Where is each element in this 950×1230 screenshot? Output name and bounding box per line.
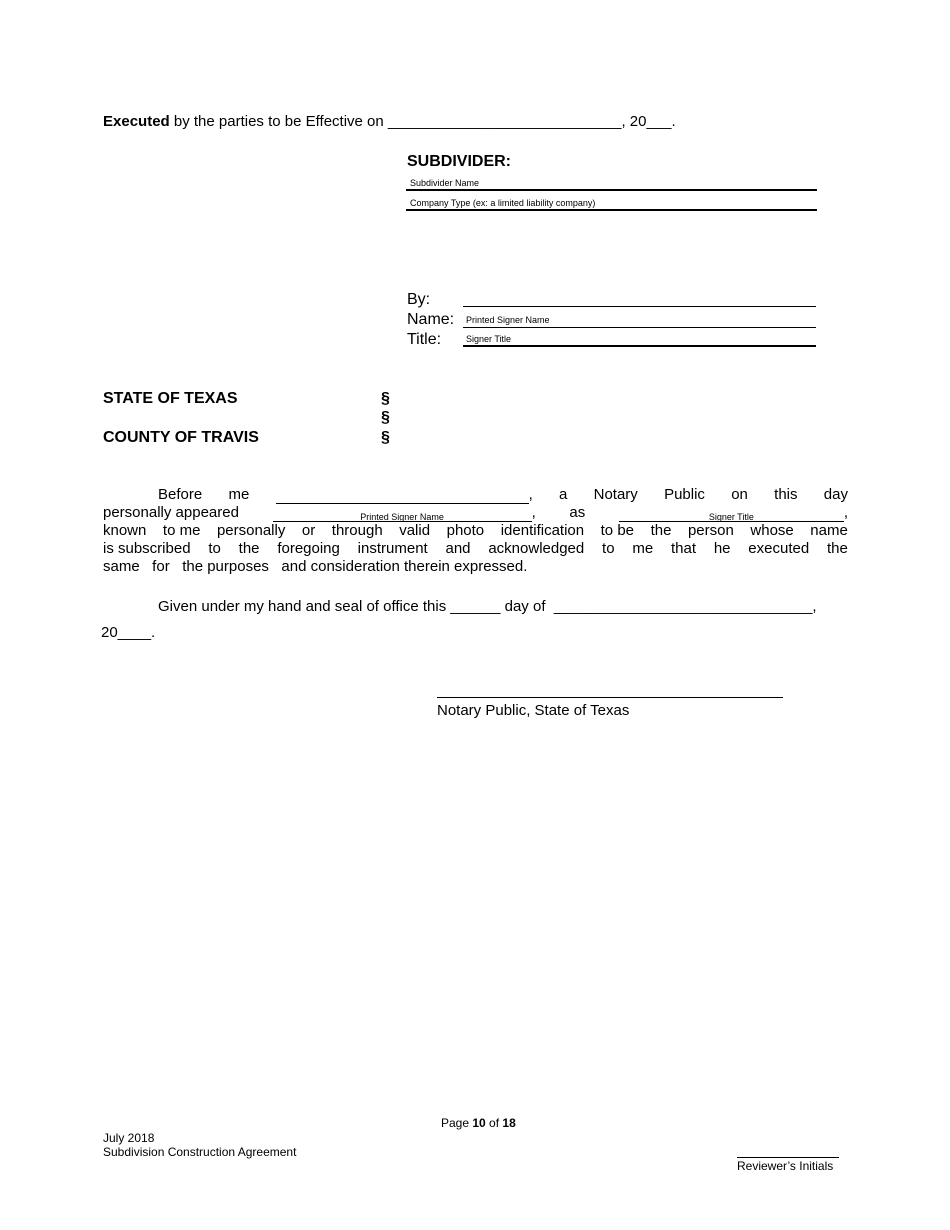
notary-signature-line[interactable] bbox=[437, 697, 783, 698]
reviewer-initials-line[interactable] bbox=[737, 1157, 839, 1158]
given-year: 20____. bbox=[101, 624, 156, 641]
ack-word: person bbox=[687, 522, 734, 539]
ack-text: personally appeared bbox=[103, 504, 239, 521]
printed-name-line[interactable] bbox=[463, 327, 816, 328]
given-under-hand: Given under my hand and seal of office this ______ day of _______________________________, bbox=[158, 598, 817, 615]
title-label: Title: bbox=[407, 331, 442, 348]
footer-doc-title: Subdivision Construction Agreement bbox=[103, 1145, 297, 1159]
appeared-title-blank[interactable] bbox=[619, 508, 844, 522]
section-mark-1: § bbox=[381, 390, 390, 407]
appeared-name-blank[interactable] bbox=[273, 508, 532, 522]
notary-public-label: Notary Public, State of Texas bbox=[437, 702, 630, 719]
ack-word: the bbox=[650, 522, 672, 539]
ack-word: that bbox=[670, 540, 697, 557]
ack-word: me bbox=[228, 486, 250, 503]
ack-word: , bbox=[531, 504, 536, 521]
ack-word: , bbox=[843, 504, 848, 521]
company-type-caption: Company Type (ex: a limited liability company) bbox=[410, 198, 596, 208]
ack-line-5 bbox=[103, 558, 848, 576]
ack-word: Public bbox=[664, 486, 705, 503]
execution-line bbox=[103, 113, 676, 130]
ack-word: or bbox=[301, 522, 316, 539]
subdivider-heading: SUBDIVIDER: bbox=[407, 153, 512, 170]
page-prefix: Page bbox=[441, 1116, 473, 1130]
ack-word: acknowledged bbox=[488, 540, 585, 557]
county-of-travis: COUNTY OF TRAVIS bbox=[103, 429, 259, 446]
ack-word: instrument bbox=[357, 540, 428, 557]
page-of: of bbox=[485, 1116, 503, 1130]
ack-word: a bbox=[559, 486, 568, 503]
printed-signer-name-caption: Printed Signer Name bbox=[360, 512, 444, 522]
name-label: Name: bbox=[407, 311, 455, 328]
execution-text: by the parties to be Effective on ____________________________, 20___. bbox=[169, 113, 676, 130]
subdivider-name-line[interactable] bbox=[406, 189, 817, 191]
ack-word: this bbox=[774, 486, 798, 503]
ack-line-1 bbox=[103, 486, 848, 504]
ack-word: the bbox=[826, 540, 848, 557]
ack-word: Notary bbox=[593, 486, 638, 503]
ack-line-2 bbox=[103, 504, 848, 522]
ack-word: as bbox=[569, 504, 586, 521]
company-type-line[interactable] bbox=[406, 209, 817, 211]
by-label: By: bbox=[407, 291, 431, 308]
ack-word: to bbox=[208, 540, 221, 557]
ack-word: to be bbox=[600, 522, 635, 539]
printed-signer-name-caption: Printed Signer Name bbox=[466, 315, 550, 325]
page-current: 10 bbox=[472, 1116, 486, 1130]
signer-title-line[interactable] bbox=[463, 345, 816, 347]
ack-word: on bbox=[731, 486, 748, 503]
notary-name-field bbox=[276, 486, 533, 504]
ack-word: through bbox=[331, 522, 383, 539]
ack-word: Before bbox=[158, 486, 203, 503]
ack-text: same for the purposes and consideration therein expressed. bbox=[103, 558, 528, 575]
ack-word: is subscribed bbox=[103, 540, 191, 557]
reviewer-initials-label: Reviewer’s Initials bbox=[737, 1159, 834, 1173]
notary-name-blank[interactable] bbox=[276, 490, 529, 504]
ack-word: and bbox=[445, 540, 471, 557]
ack-line-4 bbox=[103, 540, 848, 558]
ack-word: valid bbox=[399, 522, 431, 539]
footer-date: July 2018 bbox=[103, 1131, 155, 1145]
signer-title-caption: Signer Title bbox=[466, 334, 512, 344]
executed-lead: Executed bbox=[103, 113, 170, 130]
ack-word: foregoing bbox=[277, 540, 340, 557]
ack-word: the bbox=[238, 540, 260, 557]
ack-word: , bbox=[528, 486, 533, 503]
ack-word: day bbox=[823, 486, 848, 503]
by-signature-line[interactable] bbox=[463, 306, 816, 307]
ack-word: photo bbox=[446, 522, 485, 539]
acknowledgment-paragraph bbox=[103, 486, 848, 576]
ack-word: me bbox=[632, 540, 654, 557]
state-of-texas: STATE OF TEXAS bbox=[103, 390, 238, 407]
page-number bbox=[441, 1116, 516, 1130]
ack-word: whose bbox=[750, 522, 794, 539]
page-total: 18 bbox=[502, 1116, 516, 1130]
ack-word: to bbox=[602, 540, 615, 557]
ack-word: to me bbox=[162, 522, 201, 539]
ack-word: name bbox=[810, 522, 848, 539]
section-mark-2: § bbox=[381, 409, 390, 426]
signer-title-caption: Signer Title bbox=[708, 512, 754, 522]
ack-word: personally bbox=[216, 522, 286, 539]
appeared-title-field bbox=[619, 504, 848, 522]
ack-word: known bbox=[103, 522, 147, 539]
subdivider-name-caption: Subdivider Name bbox=[410, 178, 480, 188]
section-mark-3: § bbox=[381, 429, 390, 446]
ack-word: executed bbox=[748, 540, 810, 557]
ack-word: he bbox=[713, 540, 731, 557]
appeared-name-field bbox=[273, 504, 536, 522]
ack-word: identification bbox=[500, 522, 585, 539]
